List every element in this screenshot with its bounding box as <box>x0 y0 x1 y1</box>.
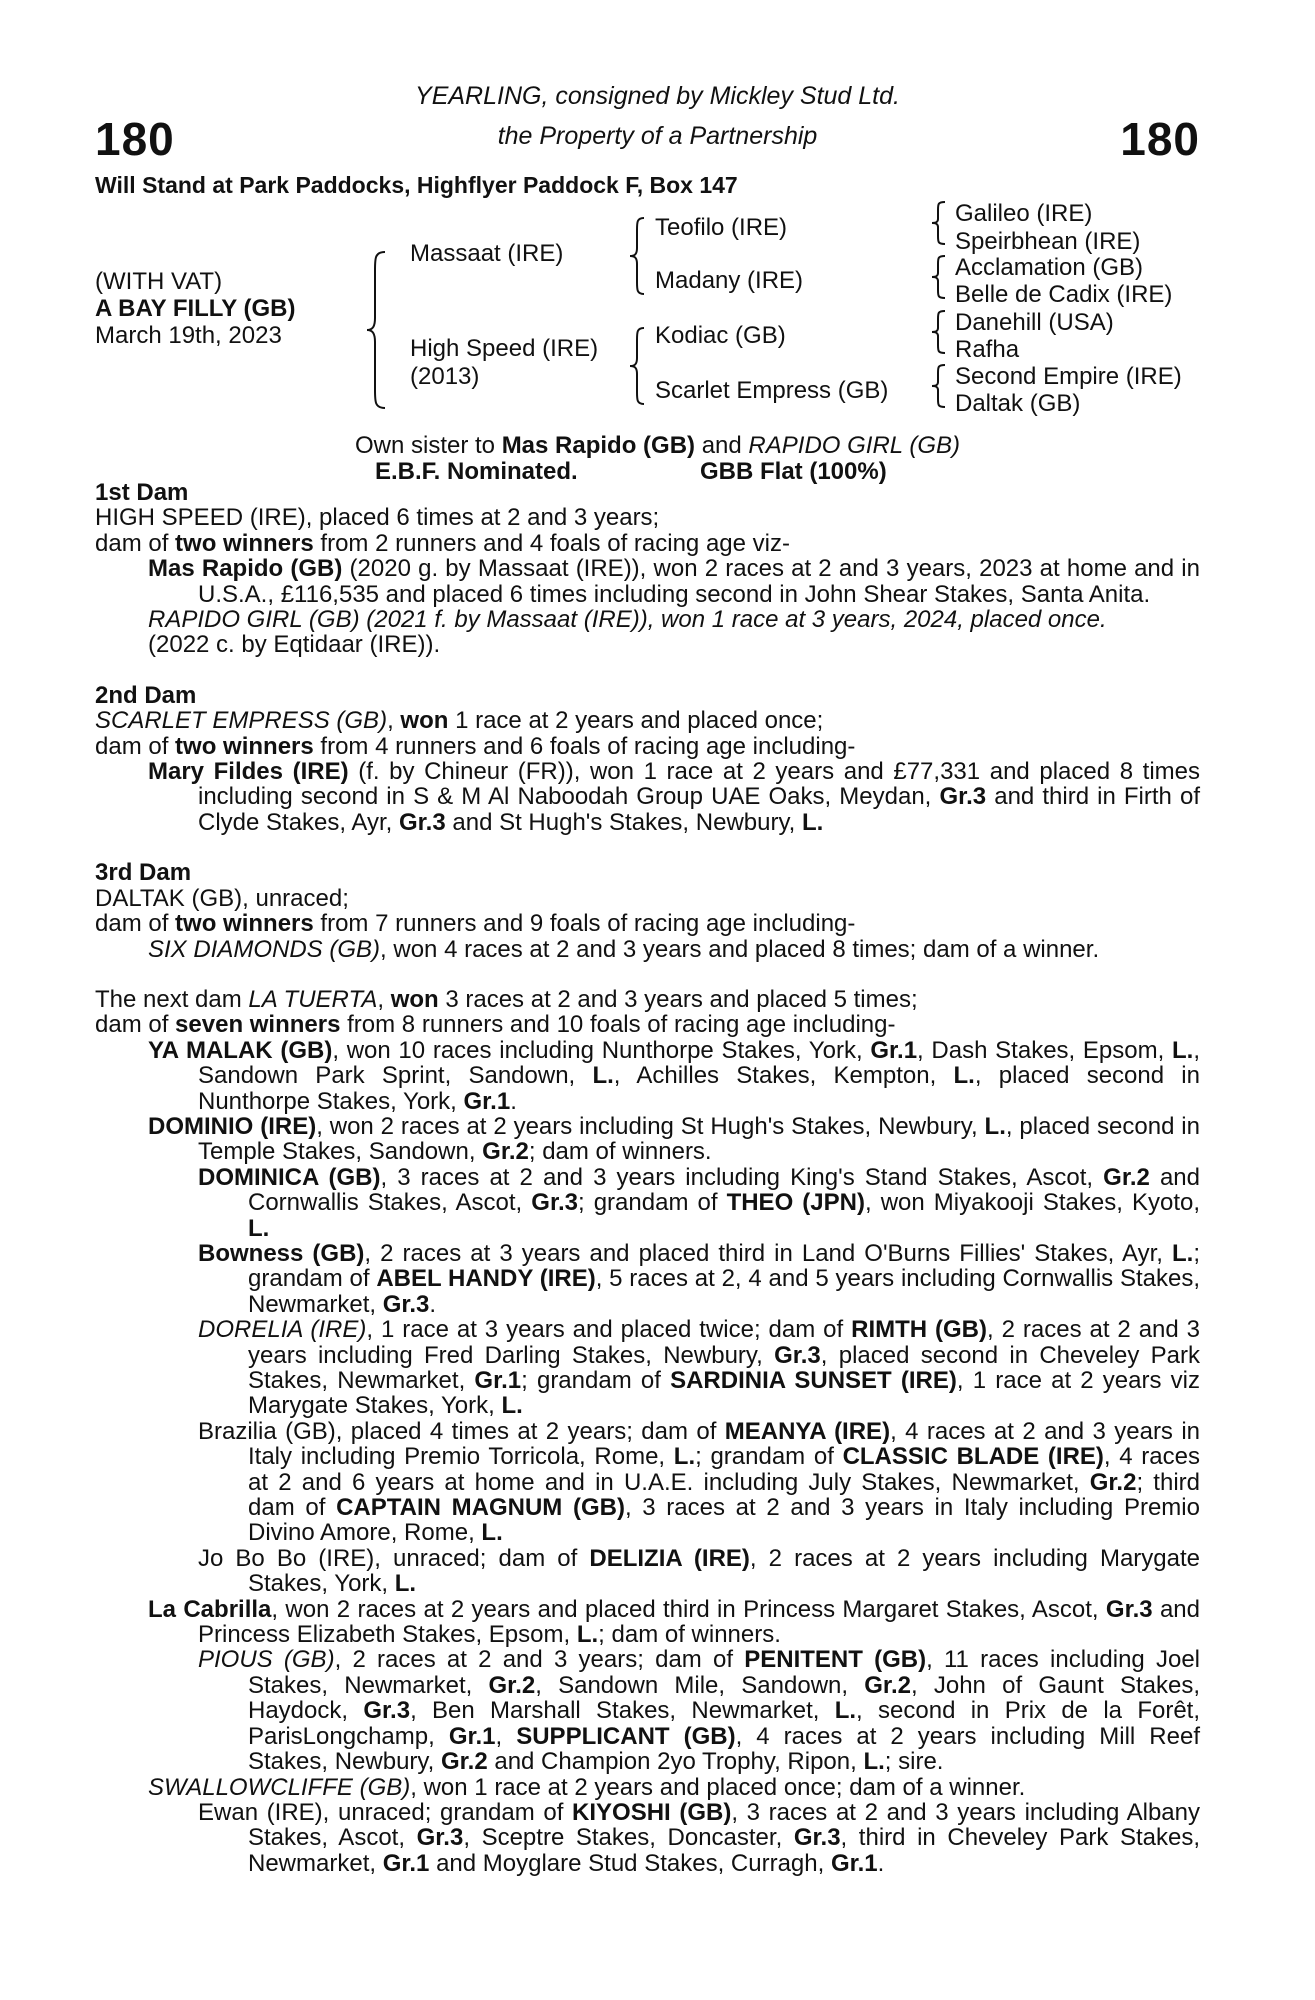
dam1-progeny-3: (2022 c. by Eqtidaar (IRE)). <box>148 631 441 659</box>
t: , 11 races including Joel Stakes, Newmarket, <box>248 1646 1200 1699</box>
horse-dob: March 19th, 2023 <box>95 322 282 349</box>
ssd: Speirbhean (IRE) <box>955 228 1141 255</box>
t: from 8 runners and 10 foals of racing age including- <box>340 1011 896 1039</box>
t: from 7 runners and 9 foals of racing age including- <box>313 910 856 938</box>
t: won <box>390 985 439 1013</box>
dam3-heading: 3rd Dam <box>95 859 192 887</box>
t: Gr.1 <box>382 1849 430 1877</box>
t: Gr.3 <box>363 1697 411 1725</box>
t: SARDINIA SUNSET (IRE) <box>670 1367 957 1394</box>
ddd: Daltak (GB) <box>955 390 1081 417</box>
dam-line-1: High Speed (IRE) <box>410 335 599 362</box>
t: , <box>495 1722 517 1750</box>
ya-malak-entry <box>95 1038 1200 1114</box>
t: Gr.3 <box>939 783 987 811</box>
t: CLASSIC BLADE (IRE) <box>842 1443 1104 1471</box>
t: , 2 races at 3 years and placed third in Land O'Burns Fillies' Stakes, Ayr, <box>364 1239 1172 1267</box>
t: MEANYA (IRE) <box>724 1417 891 1445</box>
t: , won 2 races at 2 years including St Hugh's Stakes, Newbury, <box>316 1112 985 1140</box>
dsd: Rafha <box>955 336 1020 363</box>
t: , Dash Stakes, Epsom, <box>917 1036 1172 1064</box>
pious-entry <box>95 1647 1200 1774</box>
dam3-line1: DALTAK (GB), unraced; <box>95 884 349 912</box>
t: SCARLET EMPRESS (GB) <box>95 707 388 735</box>
property-line: the Property of a Partnership <box>497 122 818 150</box>
t: 1 race at 2 years and placed once; <box>448 707 824 735</box>
t: two winners <box>175 529 314 557</box>
t: , Ben Marshall Stakes, Newmarket, <box>410 1697 835 1725</box>
stand-location: Will Stand at Park Paddocks, Highflyer Paddock F, Box 147 <box>95 172 738 198</box>
bowness-entry <box>95 1241 1200 1317</box>
t: dam of <box>95 1011 176 1039</box>
t: two winners <box>175 910 314 938</box>
t: Bowness (GB) <box>198 1239 365 1267</box>
t: ; dam of winners. <box>598 1621 781 1649</box>
dam2-line2 <box>95 734 1200 759</box>
t: won <box>400 707 449 735</box>
sire-brace-icon <box>628 216 648 296</box>
t: Gr.3 <box>793 1824 841 1852</box>
dam1-heading: 1st Dam <box>95 479 189 506</box>
lot-number-right: 180 <box>1120 113 1200 165</box>
sire-dam: Madany (IRE) <box>655 267 804 294</box>
la-cabrilla-entry <box>95 1597 1200 1648</box>
t: DOMINICA (GB) <box>198 1163 381 1191</box>
t: and St Hugh's Stakes, Newbury, <box>445 808 803 836</box>
dss: Danehill (USA) <box>955 309 1114 336</box>
t: dam of <box>95 910 176 938</box>
t: ; dam of winners. <box>528 1138 712 1166</box>
t: Gr.2 <box>1089 1468 1137 1496</box>
t: , Achilles Stakes, Kempton, <box>613 1062 954 1090</box>
consignor-line: YEARLING, consigned by Mickley Stud Ltd. <box>415 82 900 110</box>
t: ; grandam of <box>521 1367 671 1394</box>
t: Gr.1 <box>474 1367 522 1394</box>
t: , Sandown Mile, Sandown, <box>535 1671 865 1699</box>
gbb-flat: GBB Flat (100%) <box>700 458 887 485</box>
t: , placed second in Nunthorpe Stakes, York, <box>198 1062 1200 1115</box>
foal-brace-icon <box>365 250 390 410</box>
spacer <box>95 835 1200 860</box>
t: L. <box>802 808 824 836</box>
t: SWALLOWCLIFFE (GB) <box>148 1773 411 1801</box>
spacer <box>95 658 1200 683</box>
t: from 2 runners and 4 foals of racing age viz- <box>313 529 790 557</box>
t: , won 2 races at 2 years and placed third in Princess Margaret Stakes, Ascot, <box>271 1595 1106 1623</box>
t: ; third dam of <box>248 1468 1200 1522</box>
t: PENITENT (GB) <box>744 1646 927 1674</box>
t: DOMINIO (IRE) <box>148 1112 317 1140</box>
t: Gr.2 <box>1103 1163 1150 1191</box>
own-sister-ital: RAPIDO GIRL (GB) <box>748 432 961 459</box>
t: Gr.2 <box>440 1748 488 1776</box>
t: from 4 runners and 6 foals of racing age including- <box>313 732 856 760</box>
dorelia-entry <box>95 1317 1200 1419</box>
t: ; grandam of <box>577 1189 727 1217</box>
t: L. <box>592 1062 614 1090</box>
own-sister-bold: Mas Rapido (GB) <box>501 432 696 459</box>
dam-brace-icon <box>628 326 648 406</box>
t: . <box>510 1087 517 1115</box>
catalogue-body <box>95 480 1200 1876</box>
sire-sire: Teofilo (IRE) <box>655 214 788 241</box>
t: . <box>877 1849 885 1877</box>
t: SIX DIAMONDS (GB) <box>148 935 381 963</box>
dam-sire: Kodiac (GB) <box>655 322 786 349</box>
t: Gr.2 <box>482 1138 529 1166</box>
t: , Sceptre Stakes, Doncaster, <box>463 1824 794 1852</box>
t: Ewan (IRE), unraced; grandam of <box>198 1798 573 1826</box>
t: 3 races at 2 and 3 years and placed 5 times; <box>438 985 918 1013</box>
next-dam-line1 <box>95 987 1200 1012</box>
dam1-line1: HIGH SPEED (IRE), placed 6 times at 2 and 3 years; <box>95 504 660 532</box>
t: , third in Cheveley Park Stakes, Newmarket, <box>248 1824 1200 1877</box>
t: L. <box>1172 1239 1194 1267</box>
sdd: Belle de Cadix (IRE) <box>955 281 1173 308</box>
t: Gr.3 <box>416 1824 464 1852</box>
own-sister-line <box>0 432 1315 460</box>
t: Gr.2 <box>864 1671 911 1699</box>
t: and third in Firth of Clyde Stakes, Ayr, <box>198 783 1201 836</box>
dam1-progeny-1 <box>95 556 1200 607</box>
t: PIOUS (GB) <box>198 1646 335 1674</box>
t: THEO (JPN) <box>726 1189 865 1217</box>
t: , won 1 race at 2 years and placed once; dam of a winner. <box>410 1773 1026 1801</box>
t: , <box>377 985 391 1013</box>
dam3-line2 <box>95 911 1200 936</box>
t: , won 4 races at 2 and 3 years and placed 8 times; dam of a winner. <box>380 935 1100 963</box>
t: RAPIDO GIRL (GB) <box>148 606 360 634</box>
t: Gr.3 <box>531 1189 578 1217</box>
t: L. <box>863 1748 885 1776</box>
t: , 5 races at 2, 4 and 5 years including Cornwallis Stakes, Newmarket, <box>248 1265 1200 1318</box>
brazilia-entry <box>95 1419 1200 1546</box>
t: , placed second in Cheveley Park Stakes, Newmarket, <box>248 1341 1201 1394</box>
t: and Moyglare Stud Stakes, Curragh, <box>429 1849 831 1877</box>
sire: Massaat (IRE) <box>410 240 564 267</box>
dam-line-2: (2013) <box>410 363 480 390</box>
t: ABEL HANDY (IRE) <box>376 1265 596 1293</box>
t: , won 10 races including Nunthorpe Stakes, York, <box>332 1036 871 1064</box>
t: Gr.1 <box>830 1849 878 1877</box>
t: , 2 races at 2 years including Marygate Stakes, York, <box>248 1544 1200 1598</box>
dam1-progeny-2 <box>95 607 1200 632</box>
t: Gr.3 <box>399 808 446 836</box>
t: dam of <box>95 529 176 557</box>
t: , 2 races at 2 and 3 years; dam of <box>334 1646 745 1674</box>
t: Gr.3 <box>1105 1595 1153 1623</box>
dominio-entry <box>95 1114 1200 1165</box>
t: ; sire. <box>884 1748 944 1776</box>
t: Brazilia (GB), placed 4 times at 2 years; dam of <box>198 1417 725 1445</box>
t: (2021 f. by Massaat (IRE)), won 1 race at 3 years, 2024, placed once. <box>359 606 1107 634</box>
t: Mas Rapido (GB) <box>148 555 343 583</box>
t: L. <box>576 1621 599 1649</box>
t: Gr.1 <box>463 1087 511 1115</box>
t: , Sandown Park Sprint, Sandown, <box>198 1036 1200 1090</box>
ds-brace-icon <box>930 309 948 355</box>
dam1-line2 <box>95 531 1200 556</box>
dominica-entry <box>95 1165 1200 1241</box>
t: Gr.3 <box>774 1341 821 1369</box>
t: , 1 race at 2 years viz Marygate Stakes, York, <box>248 1367 1201 1420</box>
t: , won Miyakooji Stakes, Kyoto, <box>864 1189 1200 1217</box>
ewan-entry <box>95 1800 1200 1876</box>
sds: Acclamation (GB) <box>955 254 1144 281</box>
t: seven winners <box>175 1011 341 1039</box>
t: , John of Gaunt Stakes, Haydock, <box>248 1671 1200 1725</box>
t: L. <box>394 1570 417 1598</box>
sss: Galileo (IRE) <box>955 200 1093 227</box>
t: Gr.3 <box>382 1290 430 1318</box>
horse-name: A BAY FILLY (GB) <box>95 295 296 322</box>
t: , 3 races at 2 and 3 years including Albany Stakes, Ascot, <box>248 1798 1200 1852</box>
t: L. <box>953 1062 975 1090</box>
t: L. <box>834 1697 857 1725</box>
t: , 1 race at 3 years and placed twice; dam of <box>366 1316 852 1344</box>
t: SUPPLICANT (GB) <box>516 1722 736 1750</box>
dam2-line1 <box>95 708 1200 733</box>
t: Gr.2 <box>488 1671 536 1699</box>
t: ; grandam of <box>248 1239 1200 1293</box>
t: two winners <box>175 732 314 760</box>
dam-dam: Scarlet Empress (GB) <box>655 377 889 404</box>
t: (2020 g. by Massaat (IRE)), won 2 races at 2 and 3 years, 2023 at home and in U.S.A., £116,535 and placed 6 times including second in John Shear Stakes, Santa Anita. <box>198 555 1200 608</box>
t: Gr.1 <box>870 1036 918 1064</box>
t: L. <box>481 1519 503 1547</box>
t: and Princess Elizabeth Stakes, Epsom, <box>198 1595 1200 1649</box>
t: , 2 races at 2 and 3 years including Fred Darling Stakes, Newbury, <box>248 1316 1201 1369</box>
t: ; grandam of <box>695 1443 843 1471</box>
vat-label: (WITH VAT) <box>95 268 223 295</box>
t: dam of <box>95 732 176 760</box>
own-sister-prefix: Own sister to <box>354 432 502 459</box>
t: . <box>429 1290 437 1318</box>
lot-number-left: 180 <box>95 113 175 165</box>
t: , <box>387 707 401 735</box>
t: L. <box>673 1443 696 1471</box>
t: (f. by Chineur (FR)), won 1 race at 2 years and £77,331 and placed 8 times including second in S & M Al Naboodah Group UAE Oaks, Meydan, <box>198 758 1200 811</box>
t: KIYOSHI (GB) <box>572 1798 732 1826</box>
t: L. <box>984 1112 1006 1140</box>
t: La Cabrilla <box>148 1595 272 1623</box>
t: DORELIA (IRE) <box>198 1316 367 1344</box>
t: , 4 races at 2 and 6 years at home and in U.A.E. including July Stakes, Newmarket, <box>248 1443 1200 1496</box>
t: Mary Fildes (IRE) <box>148 758 349 786</box>
ss-brace-icon <box>930 200 948 246</box>
t: , placed second in Temple Stakes, Sandown, <box>198 1112 1200 1166</box>
dam3-progeny-1 <box>95 937 1200 962</box>
t: L. <box>248 1214 270 1242</box>
own-sister-mid: and <box>695 432 749 459</box>
t: , 4 races at 2 and 3 years in Italy including Premio Torricola, Rome, <box>248 1417 1201 1471</box>
swallowcliffe-entry <box>95 1775 1200 1800</box>
jo-bo-bo-entry <box>95 1546 1200 1597</box>
dd-brace-icon <box>930 363 948 409</box>
dam2-heading: 2nd Dam <box>95 681 197 709</box>
t: RIMTH (GB) <box>851 1316 988 1344</box>
t: The next dam <box>95 985 249 1013</box>
t: CAPTAIN MAGNUM (GB) <box>336 1494 625 1522</box>
t: and Cornwallis Stakes, Ascot, <box>248 1163 1200 1217</box>
t: , second in Prix de la Forêt, ParisLongchamp, <box>248 1697 1201 1750</box>
t: , 3 races at 2 and 3 years including King's Stand Stakes, Ascot, <box>380 1163 1104 1191</box>
t: YA MALAK (GB) <box>148 1036 333 1064</box>
t: L. <box>501 1392 523 1420</box>
spacer <box>95 962 1200 987</box>
t: Jo Bo Bo (IRE), unraced; dam of <box>198 1544 590 1572</box>
t: LA TUERTA <box>248 985 378 1013</box>
dds: Second Empire (IRE) <box>955 363 1182 390</box>
t: Gr.1 <box>448 1722 496 1750</box>
ebf-nominated: E.B.F. Nominated. <box>375 458 578 485</box>
dam2-progeny-1 <box>95 759 1200 835</box>
next-dam-line2 <box>95 1012 1200 1037</box>
t: L. <box>1172 1036 1194 1064</box>
t: DELIZIA (IRE) <box>589 1544 750 1572</box>
t: and Champion 2yo Trophy, Ripon, <box>487 1748 864 1776</box>
t: , 4 races at 2 years including Mill Reef Stakes, Newbury, <box>248 1722 1200 1776</box>
t: , 3 races at 2 and 3 years in Italy including Premio Divino Amore, Rome, <box>248 1494 1200 1547</box>
sd-brace-icon <box>930 254 948 300</box>
